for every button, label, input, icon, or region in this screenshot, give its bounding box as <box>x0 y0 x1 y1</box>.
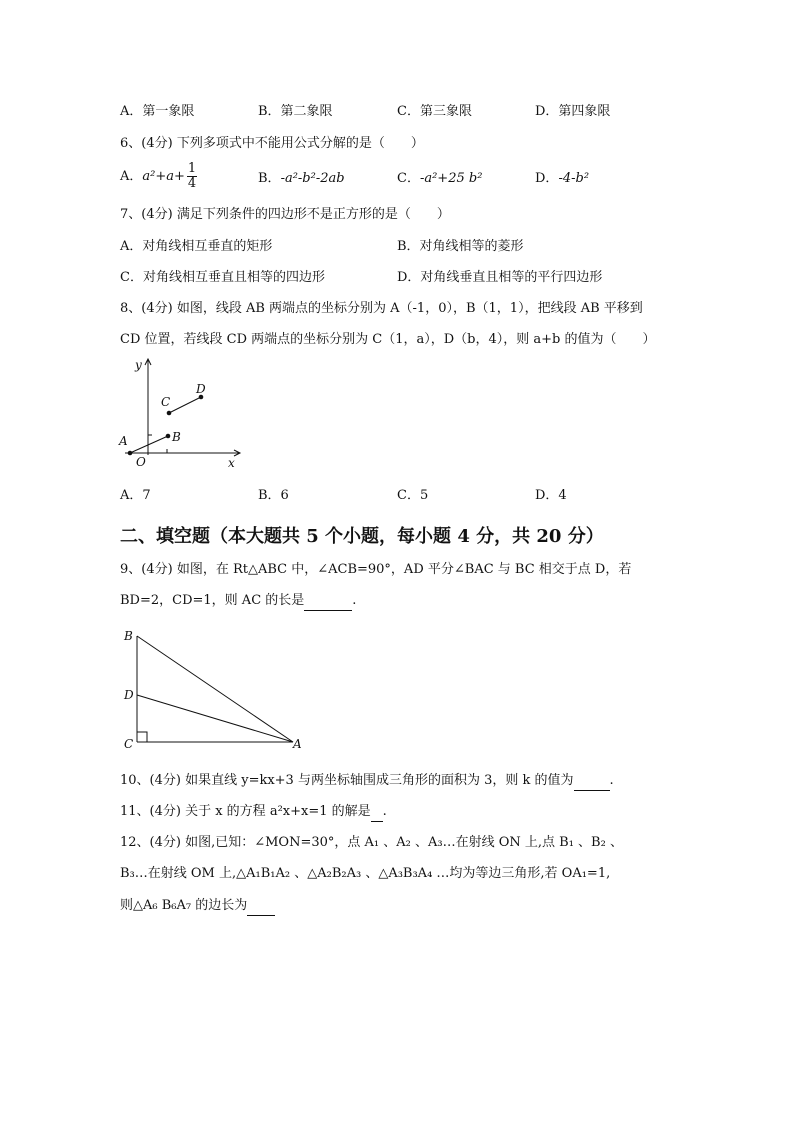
q7-option-a[interactable]: A．对角线相互垂直的矩形 <box>120 239 273 254</box>
q6-option-a[interactable] <box>120 162 197 191</box>
q10-answer-blank[interactable] <box>574 772 610 791</box>
q6-option-a-expr: a²+a+ <box>142 169 185 184</box>
q5-option-c[interactable]: C．第三象限 <box>397 104 472 119</box>
q10-end: . <box>609 773 614 788</box>
label-o: O <box>136 455 146 469</box>
q9-answer-blank[interactable] <box>304 592 352 611</box>
label-a: A <box>293 737 302 751</box>
q9-stem-line2 <box>120 592 356 611</box>
segment-ad <box>137 695 293 742</box>
q8-option-d[interactable]: D．4 <box>535 488 567 503</box>
segment-cd <box>169 397 201 413</box>
right-angle-mark <box>137 732 147 742</box>
label-a: A <box>119 434 128 448</box>
label-y: y <box>135 358 142 372</box>
q6-option-c[interactable] <box>397 170 482 188</box>
fraction-denominator: 4 <box>187 176 197 191</box>
q6-option-b-expr: -a²-b²-2ab <box>280 171 345 186</box>
q10-text: 10、(4分) 如果直线 y=kx+3 与两坐标轴围成三角形的面积为 3，则 k 的值为 <box>120 773 574 788</box>
side-ab <box>137 636 293 742</box>
q7-stem: 7、(4分) 满足下列条件的四边形不是正方形的是（ ） <box>120 207 450 222</box>
fraction-numerator: 1 <box>187 161 197 176</box>
q8-stem-line2: CD 位置，若线段 CD 两端点的坐标分别为 C（1，a），D（b，4），则 a+b 的值为（ ） <box>120 332 656 347</box>
q5-option-b[interactable]: B．第二象限 <box>258 104 333 119</box>
label-c: C <box>124 737 134 751</box>
q6-option-b-label: B． <box>258 171 281 186</box>
q7-option-d[interactable]: D．对角线垂直且相等的平行四边形 <box>397 270 603 285</box>
segment-ab <box>130 436 168 453</box>
q11-end: . <box>382 804 387 819</box>
q6-option-d[interactable] <box>535 170 589 188</box>
q9-triangle-figure <box>115 622 315 757</box>
q6-option-d-expr: -4-b² <box>558 171 590 186</box>
q12-stem-line1: 12、(4分) 如图,已知：∠MON=30°，点 A₁ 、A₂ 、A₃…在射线 ON 上,点 B₁ 、B₂ 、 <box>120 835 623 850</box>
q6-option-c-expr: -a²+25 b² <box>419 171 483 186</box>
label-c: C <box>161 395 171 409</box>
q8-option-a[interactable]: A．7 <box>120 488 151 503</box>
label-d: D <box>124 688 134 702</box>
point-c <box>167 411 172 416</box>
q5-option-a[interactable]: A．第一象限 <box>120 104 195 119</box>
q5-option-d[interactable]: D．第四象限 <box>535 104 611 119</box>
q11-stem <box>120 803 387 822</box>
q12-stem-line2: B₃…在射线 OM 上,△A₁B₁A₂ 、△A₂B₂A₃ 、△A₃B₃A₄ …均为等边三角形,若 OA₁=1, <box>120 866 611 881</box>
q9-line2-text: BD=2，CD=1，则 AC 的长是 <box>120 593 305 608</box>
label-d: D <box>196 382 206 396</box>
q8-option-b[interactable]: B．6 <box>258 488 289 503</box>
q6-option-a-label: A． <box>120 169 143 184</box>
label-x: x <box>228 456 235 470</box>
section-2-title: 二、填空题（本大题共 5 个小题，每小题 4 分，共 20 分） <box>120 526 604 547</box>
q10-stem <box>120 772 614 791</box>
q12-line3-text: 则△A₆ B₆A₇ 的边长为 <box>120 898 248 913</box>
point-b <box>166 434 171 439</box>
q6-option-c-label: C． <box>397 171 420 186</box>
q6-option-b[interactable] <box>258 170 345 188</box>
q12-answer-blank[interactable] <box>247 897 275 916</box>
q8-option-c[interactable]: C．5 <box>397 488 429 503</box>
q9-line2-end: . <box>352 593 357 608</box>
fraction-quarter <box>187 162 197 191</box>
point-a <box>128 451 133 456</box>
q6-option-d-label: D． <box>535 171 559 186</box>
q8-stem-line1: 8、(4分) 如图，线段 AB 两端点的坐标分别为 A（-1，0），B（1，1），把线段 AB 平移到 <box>120 301 643 316</box>
label-b: B <box>172 430 181 444</box>
q7-option-c[interactable]: C．对角线相互垂直且相等的四边形 <box>120 270 325 285</box>
q9-stem-line1: 9、(4分) 如图，在 Rt△ABC 中，∠ACB=90°，AD 平分∠BAC 与 BC 相交于点 D，若 <box>120 562 632 577</box>
label-b: B <box>124 629 133 643</box>
q6-stem: 6、(4分) 下列多项式中不能用公式分解的是（ ） <box>120 136 424 151</box>
q7-option-b[interactable]: B．对角线相等的菱形 <box>397 239 524 254</box>
q11-text: 11、(4分) 关于 x 的方程 a²x+x=1 的解是 <box>120 804 371 819</box>
q12-stem-line3 <box>120 897 275 916</box>
q8-coordinate-figure <box>115 355 250 475</box>
q11-answer-blank[interactable] <box>371 803 383 822</box>
